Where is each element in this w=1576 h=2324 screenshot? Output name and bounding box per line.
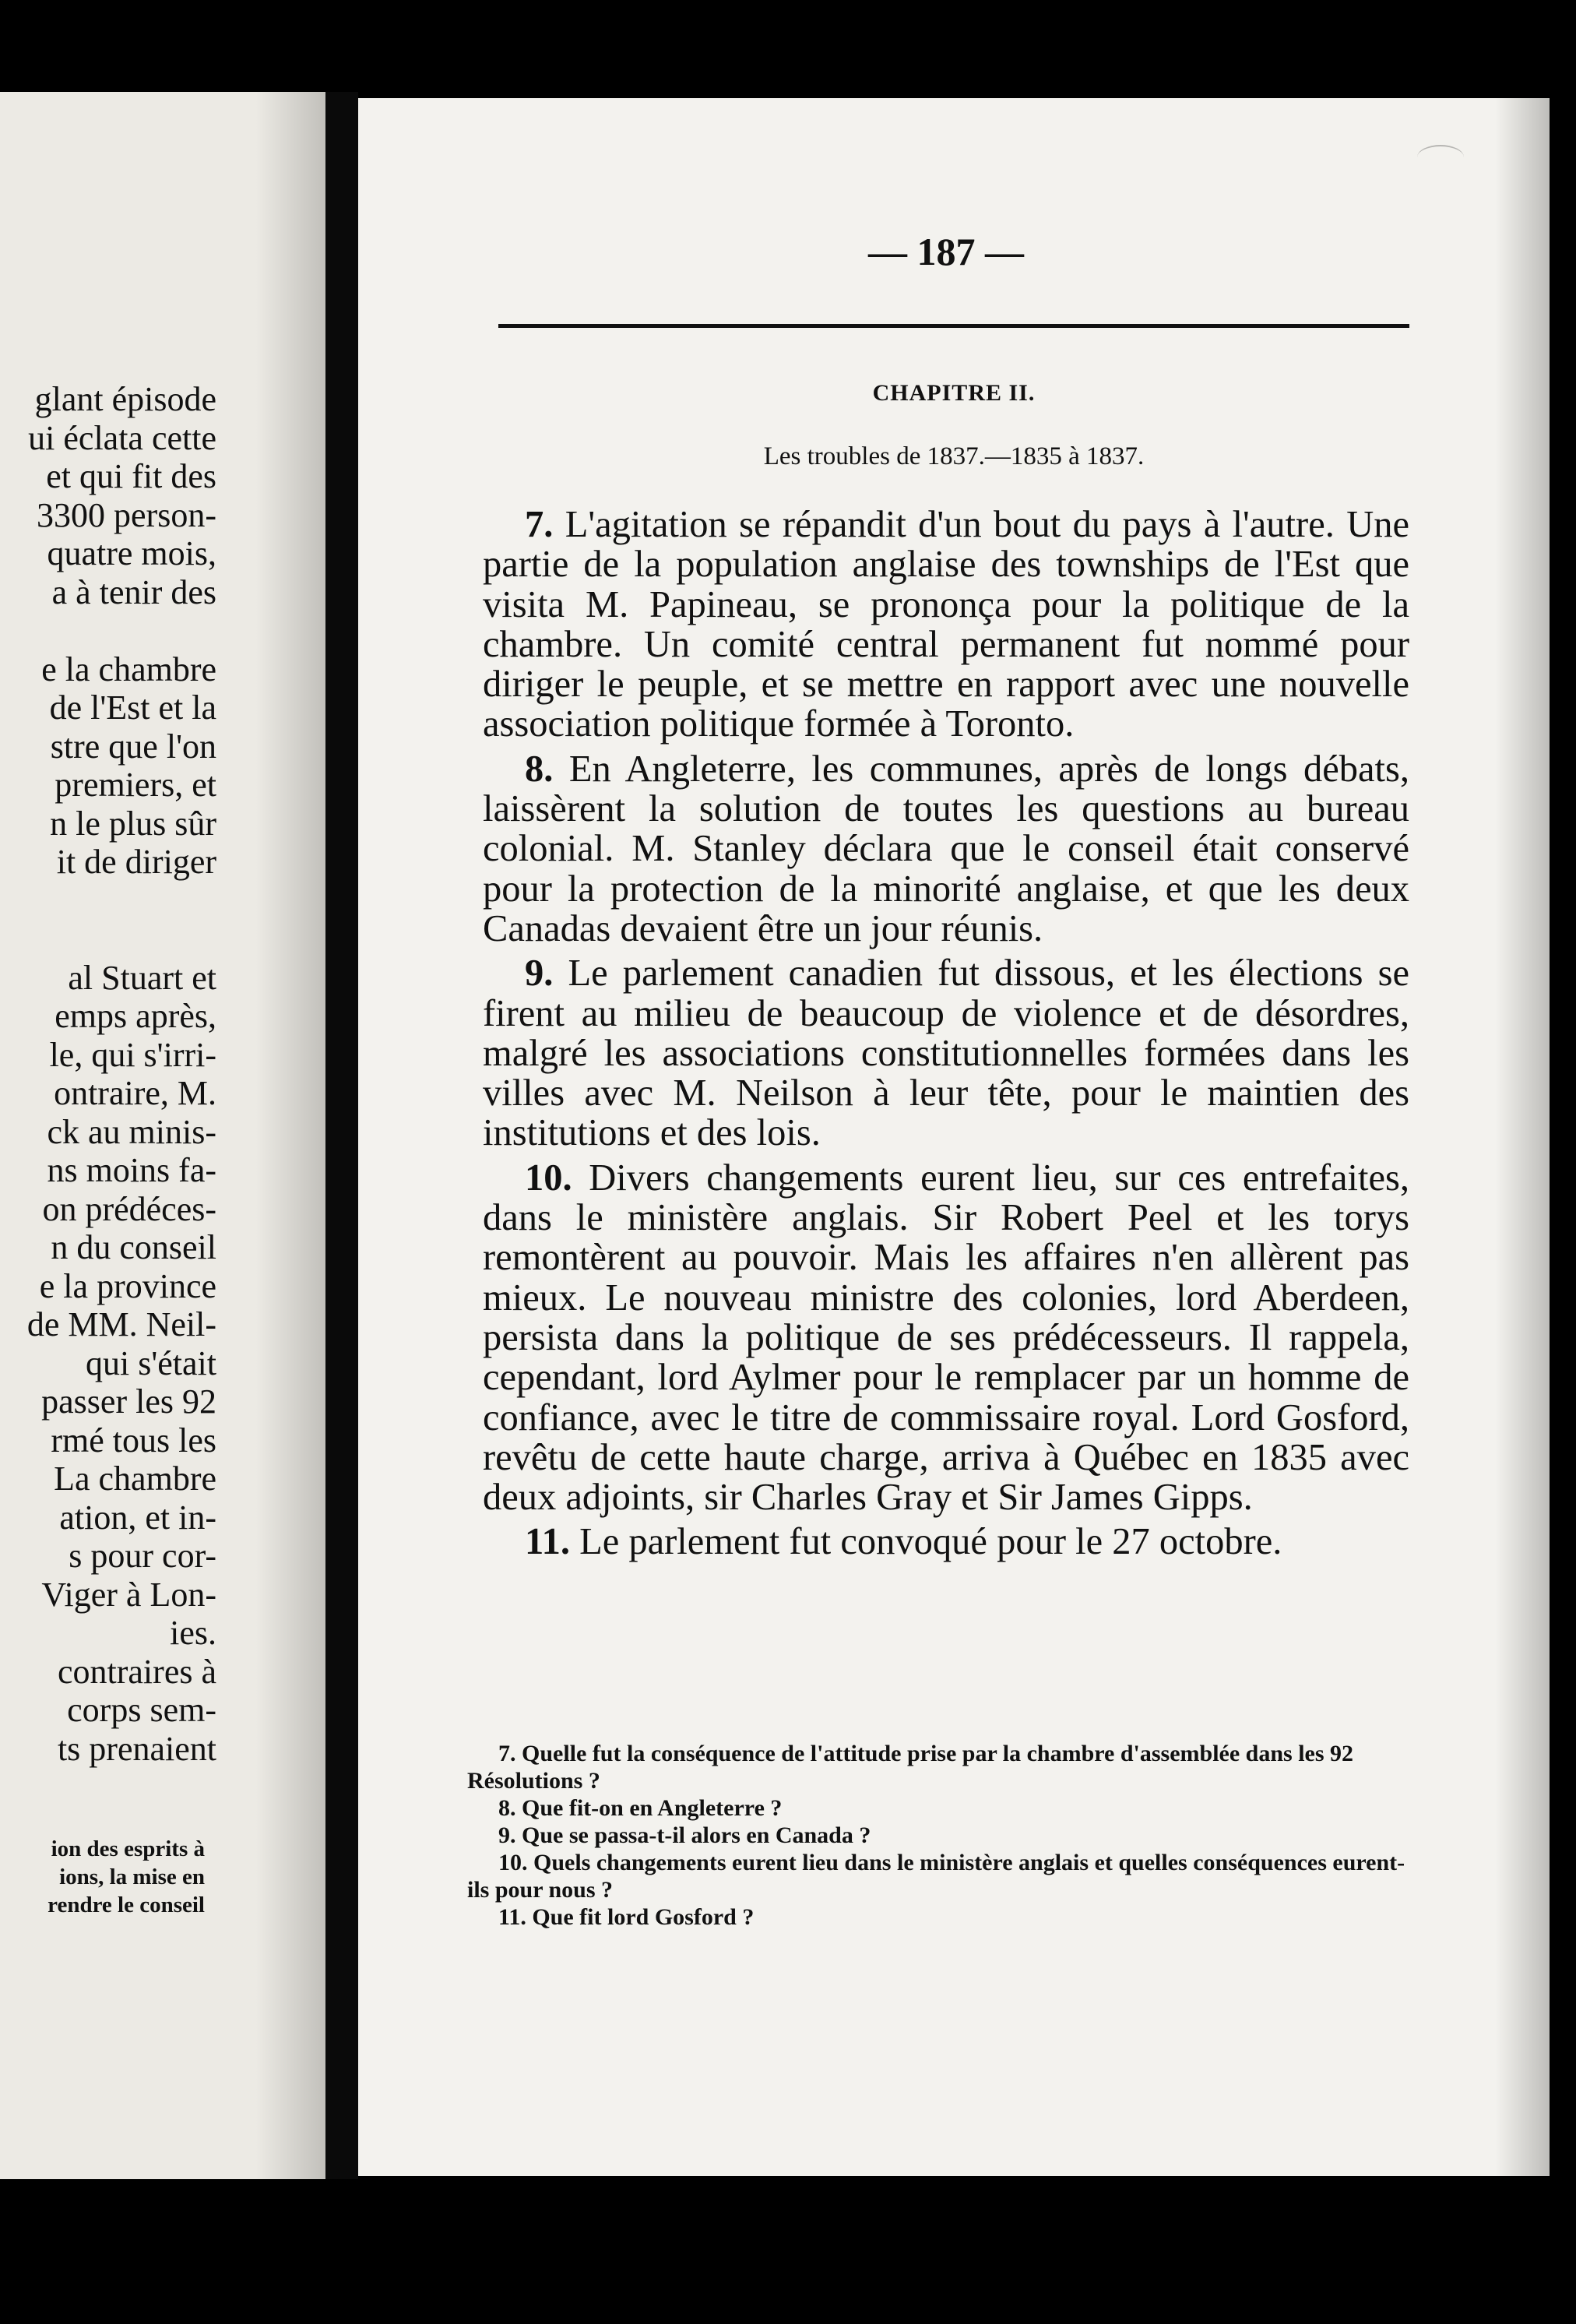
book-gutter bbox=[325, 92, 358, 2179]
paragraph-10 bbox=[483, 1158, 1409, 1518]
previous-page-line bbox=[0, 611, 216, 650]
question-11: 11. Que fit lord Gosford ? bbox=[498, 1904, 755, 1930]
page-187 bbox=[358, 98, 1550, 2176]
previous-page-line: ts prenaient bbox=[57, 1729, 216, 1768]
paragraph-7 bbox=[483, 505, 1409, 745]
paragraph-number: 11. bbox=[525, 1521, 570, 1563]
previous-page-line: La chambre bbox=[54, 1460, 216, 1498]
previous-page-line: s pour cor- bbox=[69, 1537, 216, 1575]
previous-page-line: le, qui s'irri- bbox=[49, 1035, 216, 1074]
previous-page-line: ns moins fa- bbox=[47, 1151, 216, 1189]
previous-page-footnote-line: ions, la mise en bbox=[59, 1864, 205, 1889]
paragraph-text: En Angleterre, les communes, après de longs débats, laissèrent la solution de toutes les questions au bureau colonial. M. Stanley déclara que le conseil était conservé pour la protection de la minorité anglaise, et que les deux Canadas devaient être un jour réunis. bbox=[483, 748, 1409, 949]
paragraph-number: 10. bbox=[525, 1157, 572, 1199]
previous-page-line: on prédéces- bbox=[42, 1189, 216, 1228]
previous-page-line: e la chambre bbox=[41, 650, 216, 688]
paragraph-number: 8. bbox=[525, 748, 554, 790]
previous-page-line: e la province bbox=[39, 1266, 216, 1305]
previous-page-line: contraires à bbox=[58, 1652, 216, 1691]
previous-page-line: qui s'était bbox=[85, 1343, 216, 1382]
previous-page-line: et qui fit des bbox=[46, 457, 216, 495]
previous-page-line: ck au minis- bbox=[47, 1112, 216, 1151]
previous-page-line: 3300 person- bbox=[37, 495, 216, 534]
page-edge-shadow bbox=[1495, 98, 1550, 2176]
page-shadow bbox=[255, 92, 325, 2179]
previous-page-line: Viger à Lon- bbox=[41, 1575, 216, 1614]
previous-page-line bbox=[0, 920, 216, 959]
paragraph-text: Divers changements eurent lieu, sur ces entrefaites, dans le ministère anglais. Sir Robert Peel et les torys remontèrent au pouvoir. Mais les affaires n'en allèrent pas mieux. Le nouveau ministre des colonies, lord Aberdeen, persista dans la politique de ses prédécesseurs. Il rappela, cependant, lord Aylmer pour le remplacer par un homme de confiance, avec le titre de commissaire royal. Lord Gosford, revêtu de cette haute charge, arriva à Québec en 1835 avec deux adjoints, sir Charles Gray et Sir James Gipps. bbox=[483, 1157, 1409, 1519]
paragraph-11 bbox=[483, 1522, 1409, 1562]
question-10: 10. Quels changements eurent lieu dans le ministère anglais et quelles conséquences eurent-ils pour nous ? bbox=[467, 1850, 1405, 1903]
previous-page-line: de l'Est et la bbox=[49, 688, 216, 727]
previous-page-line: it de diriger bbox=[56, 843, 216, 881]
page-number: — 187 — bbox=[868, 230, 1024, 273]
previous-page-line: a à tenir des bbox=[51, 572, 216, 611]
previous-page-fragment bbox=[0, 92, 325, 2179]
header-rule bbox=[498, 324, 1409, 328]
paragraph-8 bbox=[483, 749, 1409, 949]
paragraph-number: 7. bbox=[525, 504, 554, 545]
previous-page-line: de MM. Neil- bbox=[26, 1305, 216, 1343]
previous-page-text bbox=[0, 380, 216, 1768]
question-7: 7. Quelle fut la conséquence de l'attitude prise par la chambre d'assemblée dans les 92 Résolutions ? bbox=[467, 1741, 1354, 1794]
paragraph-text: L'agitation se répandit d'un bout du pays à l'autre. Une partie de la population anglaise des townships de l'Est que visita M. Papineau, se prononça pour la politique de la chambre. Un comité central permanent fut nommé pour diriger le peuple, et se mettre en rapport avec une nouvelle association politique formée à Toronto. bbox=[483, 504, 1409, 745]
question-9: 9. Que se passa-t-il alors en Canada ? bbox=[498, 1822, 871, 1848]
previous-page-line: ation, et in- bbox=[59, 1498, 216, 1537]
previous-page-line: n le plus sûr bbox=[50, 804, 216, 843]
previous-page-line: emps après, bbox=[55, 997, 216, 1035]
paragraph-text: Le parlement canadien fut dissous, et les élections se firent au milieu de beaucoup de violence et de désordres, malgré les associations constitutionnelles formées dans les villes avec M. Neilson à leur tête, pour le maintien des institutions et des lois. bbox=[483, 952, 1410, 1154]
previous-page-footnote-line: ion des esprits à bbox=[51, 1836, 205, 1861]
previous-page-line: ui éclata cette bbox=[28, 418, 216, 457]
paper-mark bbox=[1417, 145, 1464, 170]
body-text bbox=[483, 505, 1409, 1567]
previous-page-line: premiers, et bbox=[55, 766, 216, 804]
previous-page-line: passer les 92 bbox=[41, 1382, 216, 1421]
previous-page-line: stre que l'on bbox=[50, 727, 216, 766]
previous-page-line: rmé tous les bbox=[51, 1421, 216, 1460]
previous-page-line: corps sem- bbox=[67, 1691, 216, 1729]
previous-page-line: quatre mois, bbox=[47, 534, 216, 572]
paragraph-number: 9. bbox=[525, 952, 554, 995]
previous-page-line: glant épisode bbox=[34, 380, 216, 418]
study-questions bbox=[467, 1740, 1413, 1931]
previous-page-line: ontraire, M. bbox=[54, 1074, 216, 1112]
previous-page-footnotes bbox=[0, 1835, 205, 1919]
paragraph-9 bbox=[483, 953, 1409, 1153]
chapter-title: CHAPITRE II. bbox=[872, 380, 1036, 406]
previous-page-footnote-line: rendre le conseil bbox=[47, 1893, 205, 1917]
paragraph-text: Le parlement fut convoqué pour le 27 octobre. bbox=[579, 1521, 1282, 1563]
previous-page-line: ies. bbox=[170, 1614, 216, 1652]
previous-page-line: al Stuart et bbox=[68, 958, 216, 997]
question-8: 8. Que fit-on en Angleterre ? bbox=[498, 1795, 783, 1821]
previous-page-line: n du conseil bbox=[51, 1228, 216, 1266]
chapter-subtitle: Les troubles de 1837.—1835 à 1837. bbox=[763, 442, 1145, 470]
previous-page-line bbox=[0, 882, 216, 921]
